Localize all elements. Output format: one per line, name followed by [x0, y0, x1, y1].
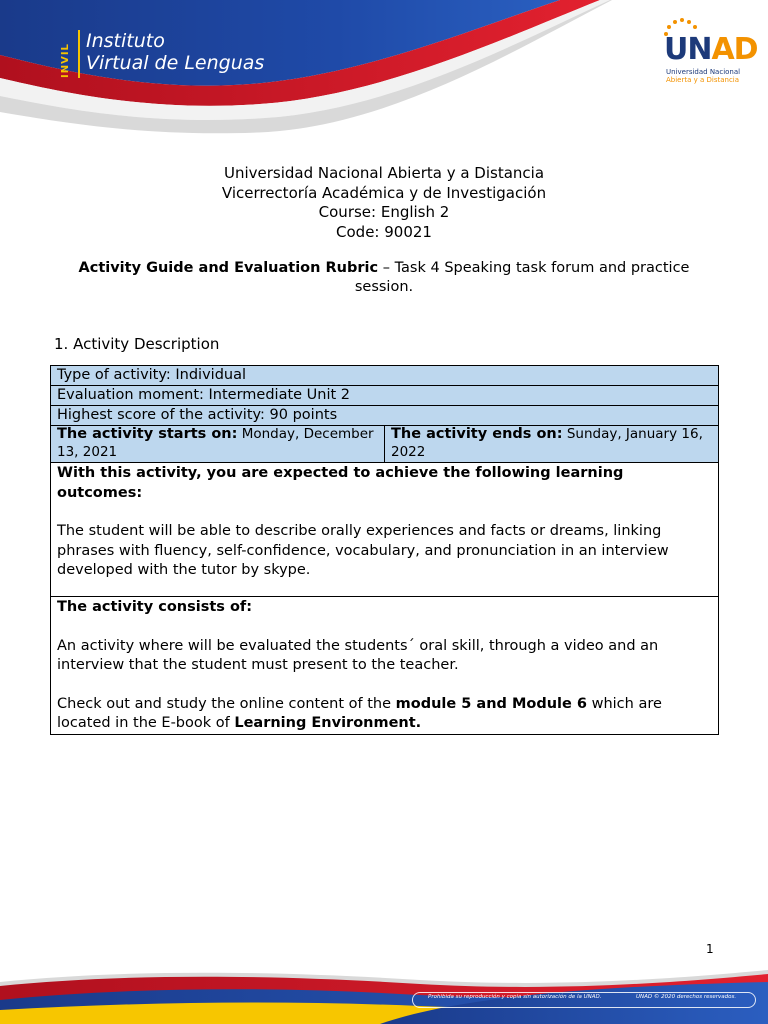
- page-number: 1: [706, 942, 714, 956]
- table-row: [51, 386, 719, 406]
- course-code: Code: 90021: [336, 222, 432, 241]
- table-row: [51, 597, 719, 735]
- guide-title-bold: Activity Guide and Evaluation Rubric: [78, 260, 379, 276]
- guide-title: [50, 259, 718, 297]
- footer-banner: [0, 966, 768, 1024]
- ivl-logo-line2: Virtual de Lenguas: [86, 52, 265, 74]
- activity-type: Type of activity: Individual: [51, 366, 719, 386]
- evaluation-moment: Evaluation moment: Intermediate Unit 2: [51, 386, 719, 406]
- table-row: [51, 426, 719, 463]
- university-name: Universidad Nacional Abierta y a Distancia: [223, 164, 545, 182]
- outcomes-heading: With this activity, you are expected to achieve the following learning outcomes:: [57, 465, 624, 501]
- unad-logo: [660, 18, 760, 88]
- outcomes-text: The student will be able to describe orally experiences and facts or dreams, linking phrases with fluency, self-confidence, vocabulary, and pronunciation in an interview developed with the tutor by skype.: [57, 523, 669, 578]
- activity-consists: [51, 597, 719, 735]
- learning-outcomes: [51, 463, 719, 597]
- ivl-logo-line1: Instituto: [86, 30, 165, 52]
- vice-rectorate: Vicerrectoría Académica y de Investigación: [221, 183, 547, 202]
- section-title: 1. Activity Description: [54, 335, 220, 353]
- guide-title-rest: – Task 4 Speaking task forum and practice session.: [354, 260, 690, 295]
- check-out-text: Check out and study the online content of the module 5 and Module 6 which are located in the E-book of Learning Environment.: [57, 695, 662, 731]
- consists-heading: The activity consists of:: [57, 599, 253, 615]
- course-name: Course: English 2: [318, 203, 450, 221]
- table-row: [51, 366, 719, 386]
- footer-notice-right: UNAD © 2020 derechos reservados.: [636, 994, 737, 1000]
- activity-ends: The activity ends on: Sunday, January 16, 2022: [385, 426, 719, 463]
- table-row: [51, 463, 719, 597]
- header-waves: [0, 0, 768, 150]
- highest-score: Highest score of the activity: 90 points: [51, 406, 719, 426]
- table-row: [51, 406, 719, 426]
- unad-wordmark: UNAD: [664, 32, 758, 67]
- header-banner: [0, 0, 768, 150]
- document-titles: [0, 164, 768, 242]
- ivl-vertical-mark: INVIL: [60, 43, 71, 78]
- unad-subtitle-2: Abierta y a Distancia: [666, 76, 740, 84]
- activity-starts: The activity starts on: Monday, December 13, 2021: [51, 426, 385, 463]
- consists-text: An activity where will be evaluated the students´ oral skill, through a video and an interview that the student must present to the teacher.: [57, 637, 659, 673]
- activity-table: [50, 365, 719, 735]
- unad-subtitle-1: Universidad Nacional: [666, 68, 741, 76]
- ivl-divider: [78, 30, 80, 78]
- footer-notice-left: Prohibida su reproducción y copia sin autorización de la UNAD.: [428, 994, 602, 1000]
